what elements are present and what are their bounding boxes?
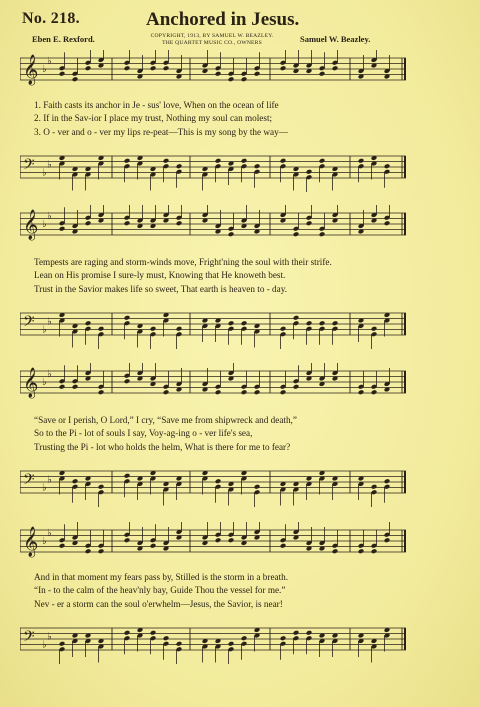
bass-staff-4 [20,620,406,664]
note-head [98,484,105,490]
note-head [215,478,222,484]
lyric-line: Nev - er a storm can the soul o'erwhelm—Jesus, the Savior, is near! [34,598,283,609]
note-head [384,163,391,169]
flat-icon: ♭ [47,368,52,380]
note-head [332,548,339,554]
note-head [280,65,287,71]
treble-clef-icon: 𝄞 [23,55,39,85]
note-head [124,630,131,636]
note-head [124,220,131,226]
bass-staff-1 [20,148,406,192]
note-head [332,320,339,326]
note-head [280,326,287,332]
lyrics-block-2 [34,256,332,296]
treble-clef-icon: 𝄞 [23,368,39,398]
note-head [72,76,79,82]
note-head [124,158,131,164]
note-head [124,473,131,479]
note-head [241,320,248,326]
flat-icon: ♭ [42,639,47,651]
lyric-line: 2. If in the Sav-ior I place my trust, Nothing my soul can molest; [34,113,273,124]
hymn-number: No. 218. [22,10,80,27]
treble-staff-4 [20,522,406,566]
note-head [228,231,235,237]
treble-clef-icon: 𝄞 [23,527,39,557]
note-head [124,315,131,321]
flat-icon: ♭ [42,536,47,547]
note-head [319,231,326,237]
note-head [241,76,248,82]
flat-icon: ♭ [42,167,47,179]
hymn-title: Anchored in Jesus. [146,9,300,30]
flat-icon: ♭ [47,631,52,643]
note-head [228,320,235,326]
note-head [98,326,105,332]
flat-icon: ♭ [47,474,52,486]
note-head [241,158,248,164]
note-head [384,478,391,484]
note-head [293,231,300,237]
note-head [124,65,131,71]
note-head [280,543,287,549]
note-head [98,389,105,395]
treble-staff-2 [20,205,406,249]
lyric-line: Trust in the Savior makes life so sweet, That earth is heaven to - day. [34,283,288,294]
note-head [228,76,235,82]
note-head [150,326,157,332]
copyright-line-2: THE QUARTET MUSIC CO., OWNERS [162,40,262,46]
note-head [293,384,300,390]
note-head [371,326,378,332]
note-head [215,71,222,77]
note-head [176,220,183,226]
note-head [150,543,157,549]
note-head [371,484,378,490]
note-head [98,548,105,554]
note-head [72,384,79,390]
note-head [280,635,287,641]
note-head [59,641,66,647]
note-head [176,641,183,647]
note-head [163,635,170,641]
flat-icon: ♭ [42,219,47,230]
note-head [176,326,183,332]
note-head [215,389,222,395]
lyric-line: 1. Faith casts its anchor in Je - sus' love, When on the ocean of life [34,100,279,110]
treble-staff-3 [20,363,406,407]
note-head [293,315,300,321]
note-head [72,478,79,484]
note-head [384,220,391,226]
lyrics-block-1 [34,99,288,139]
flat-icon: ♭ [47,159,52,171]
note-head [371,548,378,554]
note-head [85,320,92,326]
note-head [358,389,365,395]
note-head [332,65,339,71]
note-head [59,543,66,549]
bass-staff-2 [20,305,406,349]
lyric-line: “Save or I perish, O Lord,” I cry, “Save me from shipwreck and death,” [34,415,297,425]
treble-staff-1 [20,50,406,94]
composer: Samuel W. Beazley. [300,34,371,44]
flat-icon: ♭ [42,64,47,75]
note-head [124,378,131,384]
note-head [358,158,365,164]
note-head [319,71,326,77]
lyric-line: “In - to the calm of the heav'nly bay, Guide Thou the vessel for me.” [34,585,286,596]
lyric-line: Lean on His promise I sure-ly must, Knowing that He knoweth best. [34,270,286,281]
note-head [176,163,183,169]
flat-icon: ♭ [47,55,52,67]
bass-clef-icon: 𝄢 [23,313,35,334]
note-head [254,389,261,395]
note-head [306,630,313,636]
note-head [228,641,235,647]
note-head [85,220,92,226]
note-head [306,169,313,175]
note-head [319,158,326,164]
note-head [85,65,92,71]
flat-icon: ♭ [42,324,47,336]
note-head [150,65,157,71]
lyric-line: Trusting the Pi - lot who holds the helm, What is there for me to fear? [34,441,291,452]
lyrics-block-3 [34,414,297,454]
note-head [254,163,261,169]
treble-clef-icon: 𝄞 [23,210,39,240]
bass-staff-3 [20,463,406,507]
copyright-notice [148,33,276,47]
note-head [254,484,261,490]
flat-icon: ♭ [47,210,52,222]
note-head [280,389,287,395]
note-head [215,537,222,543]
note-head [241,635,248,641]
note-head [163,65,170,71]
note-head [306,220,313,226]
lyric-line: Tempests are raging and storm-winds move, Fright'ning the soul with their strife. [34,257,332,267]
lyricist: Eben E. Rexford. [32,34,95,44]
lyric-line: 3. O - ver and o - ver my lips re-peat—This is my song by the way— [34,126,288,137]
note-head [254,71,261,77]
bass-clef-icon: 𝄢 [23,628,35,649]
note-head [358,548,365,554]
note-head [293,630,300,636]
copyright-line-1: COPYRIGHT, 1913, BY SAMUEL W. BEAZLEY. [150,33,274,39]
note-head [228,537,235,543]
lyric-line: And in that moment my fears pass by, Stilled is the storm in a breath. [34,572,289,582]
note-head [319,320,326,326]
lyrics-block-4 [34,571,288,611]
note-head [59,226,66,232]
note-head [59,71,66,77]
note-head [163,158,170,164]
note-head [306,320,313,326]
note-head [371,389,378,395]
note-head [150,630,157,636]
note-head [85,548,92,554]
note-head [241,389,248,395]
note-head [163,389,170,395]
bass-clef-icon: 𝄢 [23,471,35,492]
flat-icon: ♭ [47,316,52,328]
note-head [59,384,66,390]
flat-icon: ♭ [42,482,47,494]
note-head [215,158,222,164]
flat-icon: ♭ [42,377,47,388]
flat-icon: ♭ [47,527,52,539]
note-head [384,537,391,543]
bass-clef-icon: 𝄢 [23,156,35,177]
note-head [280,158,287,164]
lyric-line: So to the Pi - lot of souls I say, Voy-ag-ing o - ver life's sea, [34,428,253,439]
note-head [124,537,131,543]
